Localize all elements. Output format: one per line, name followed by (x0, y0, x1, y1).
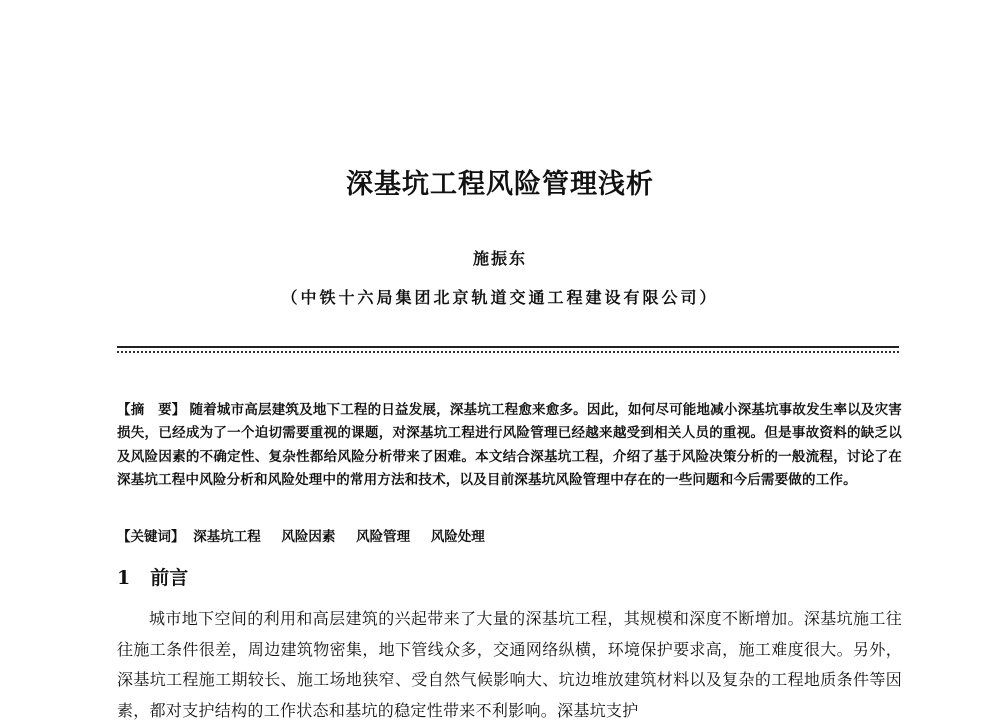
keyword-item: 风险管理 (356, 529, 411, 545)
keywords-label: 【关键词】 (117, 529, 185, 545)
keyword-item: 风险处理 (430, 529, 485, 545)
paper-title: 深基坑工程风险管理浅析 (346, 169, 654, 200)
abstract-text: 随着城市高层建筑及地下工程的日益发展，深基坑工程愈来愈多。因此，如何尽可能地减小深基坑事故发生率以及灾害损失，已经成为了一个迫切需要重视的课题，对深基坑工程进行风险管理已经越来越受到相关人员的重视。但是事故资料的缺乏以及风险因素的不确定性、复杂性都给风险分析带来了困难。本文结合深基坑工程，介绍了基于风险决策分析的一般流程，讨论了在深基坑工程中风险分析和风险处理中的常用方法和技术，以及目前深基坑风险管理中存在的一些问题和今后需要做的工作。 (117, 402, 902, 488)
keyword-item: 深基坑工程 (193, 529, 261, 545)
section-title: 前言 (150, 567, 189, 589)
section-heading (117, 563, 902, 590)
abstract-block (117, 399, 902, 492)
author-name: 施振东 (472, 249, 527, 268)
abstract-label: 【摘 要】 (117, 402, 186, 418)
header-divider (117, 346, 899, 353)
section-paragraph: 城市地下空间的利用和高层建筑的兴起带来了大量的深基坑工程，其规模和深度不断增加。深基坑施工往往施工条件很差，周边建筑物密集，地下管线众多，交通网络纵横，环境保护要求高，施工难度很大。另外，深基坑工程施工期较长、施工场地狭窄、受自然气候影响大、坑边堆放建筑材料以及复杂的工程地质条件等因素，都对支护结构的工作状态和基坑的稳定性带来不利影响。深基坑支护 (117, 609, 902, 720)
author-affiliation: （中铁十六局集团北京轨道交通工程建设有限公司） (281, 288, 719, 307)
keywords-block (117, 526, 902, 548)
keyword-item: 风险因素 (281, 529, 336, 545)
section-number: 1 (117, 567, 131, 589)
